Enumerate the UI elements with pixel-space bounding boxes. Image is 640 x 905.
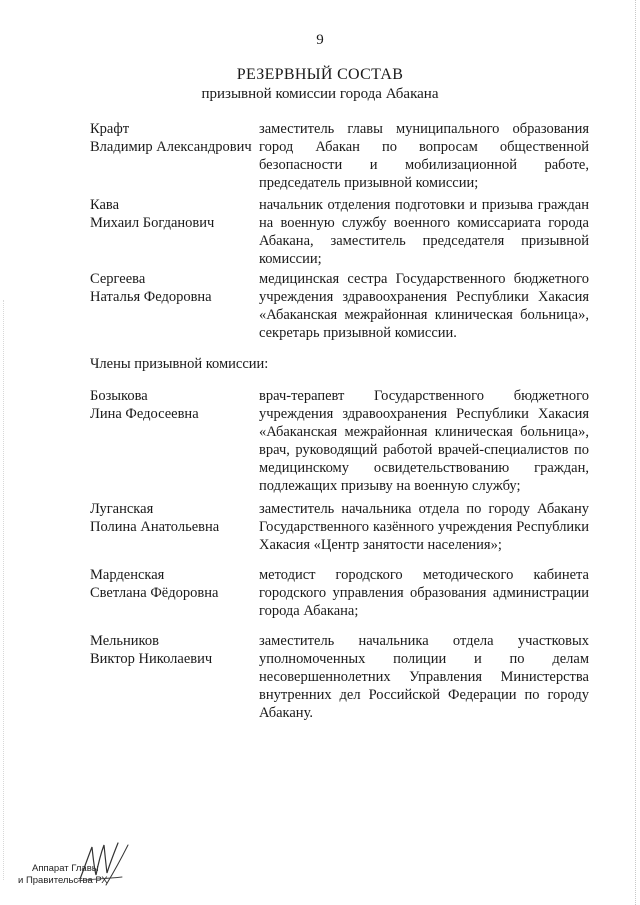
- person-role: врач-терапевт Государственного бюджетного учреждения здравоохранения Республики Хакасия «Абаканская межрайонная клиническая больница», врач, руководящий работой врачей-специалистов по медицинскому освидетельствованию граждан, подлежащих призыву на военную службу;: [259, 388, 589, 494]
- person-role: заместитель главы муниципального образования город Абакан по вопросам общественной безопасности и мобилизационной работе, председатель призывной комиссии;: [259, 121, 589, 191]
- person-surname: Марденская: [90, 567, 165, 583]
- person-surname: Бозыкова: [90, 388, 148, 404]
- office-stamp: [18, 853, 128, 895]
- person-name: [90, 270, 255, 306]
- person-name: [90, 632, 255, 668]
- page-edge-dots-left: [3, 300, 4, 880]
- page-number: 9: [316, 32, 324, 48]
- person-surname: Мельников: [90, 633, 159, 649]
- members-heading: Члены призывной комиссии:: [90, 356, 269, 372]
- stamp-line-2: и Правительства РХ: [18, 875, 108, 886]
- person-surname: Сергеева: [90, 271, 146, 287]
- person-name: [90, 196, 255, 232]
- person-name: [90, 387, 255, 423]
- person-given-names: Михаил Богданович: [90, 215, 215, 231]
- document-subtitle: призывной комиссии города Абакана: [201, 86, 439, 102]
- page-edge-dots-right: [635, 0, 636, 905]
- person-given-names: Лина Федосеевна: [90, 406, 199, 422]
- person-surname: Крафт: [90, 121, 130, 137]
- person-name: [90, 566, 255, 602]
- person-given-names: Полина Анатольевна: [90, 519, 220, 535]
- person-given-names: Виктор Николаевич: [90, 651, 213, 667]
- document-title: РЕЗЕРВНЫЙ СОСТАВ: [236, 66, 404, 83]
- person-name: [90, 500, 255, 536]
- person-name: [90, 120, 255, 156]
- person-given-names: Наталья Федоровна: [90, 289, 212, 305]
- person-role: заместитель начальника отдела по городу Абакану Государственного казённого учреждения Республики Хакасия «Центр занятости населения»;: [259, 501, 589, 553]
- stamp-line-1: Аппарат Главы: [32, 863, 99, 874]
- person-surname: Луганская: [90, 501, 154, 517]
- signature-icon: [76, 839, 132, 891]
- person-role: начальник отделения подготовки и призыва граждан на военную службу военного комиссариата города Абакана, заместитель председателя призывной комиссии;: [259, 197, 589, 267]
- person-given-names: Светлана Фёдоровна: [90, 585, 219, 601]
- person-given-names: Владимир Александрович: [90, 139, 252, 155]
- person-role: медицинская сестра Государственного бюджетного учреждения здравоохранения Республики Хакасия «Абаканская межрайонная клиническая больница», секретарь призывной комиссии.: [259, 271, 589, 341]
- person-role: методист городского методического кабинета городского управления образования администрации города Абакана;: [259, 567, 589, 619]
- person-role: заместитель начальника отдела участковых уполномоченных полиции и по делам несовершеннолетних Управления Министерства внутренних дел Российской Федерации по городу Абакану.: [259, 633, 589, 721]
- person-surname: Кава: [90, 197, 120, 213]
